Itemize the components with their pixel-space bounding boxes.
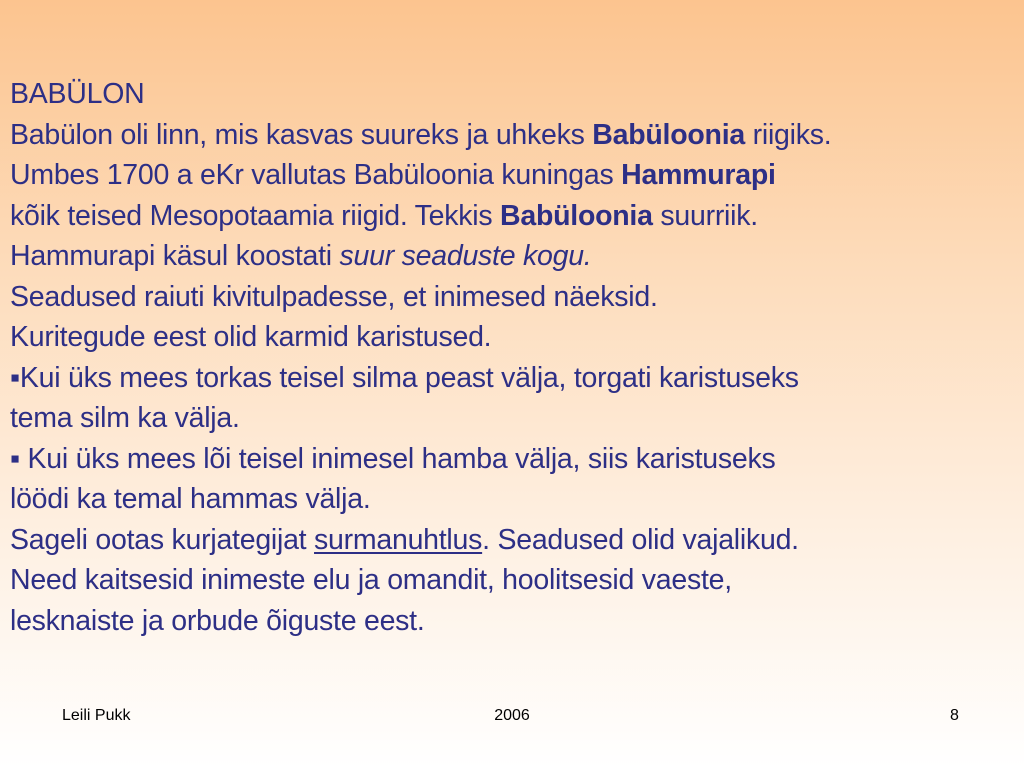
text-segment: . Seadused olid vajalikud. (482, 523, 799, 556)
text-line-8: Need kaitsesid inimeste elu ja omandit, hoolitsesid vaeste, (10, 564, 732, 596)
text-segment: Hammurapi käsul koostati (10, 240, 340, 272)
slide-body (10, 74, 1020, 641)
text-line-3 (10, 196, 1020, 237)
bullet-item-1-continuation: tema silm ka välja. (10, 402, 240, 434)
italic-term-law-code: suur seaduste kogu. (339, 240, 592, 272)
footer-year: 2006 (494, 707, 530, 724)
slide-title: BABÜLON (10, 78, 145, 110)
bold-term-hammurapi: Hammurapi (621, 159, 776, 191)
text-line-6: Kuritegude eest olid karmid karistused. (10, 321, 492, 353)
text-segment: Babülon oli linn, mis kasvas suureks ja uhkeks (10, 118, 593, 151)
text-segment: Sageli ootas kurjategijat (10, 523, 315, 556)
bold-term-babyloonia: Babüloonia (592, 118, 745, 151)
text-line-7 (10, 520, 1020, 561)
footer-author: Leili Pukk (62, 707, 131, 724)
text-line-5: Seadused raiuti kivitulpadesse, et inimesed näeksid. (10, 280, 658, 313)
bullet-icon: ▪ (10, 442, 20, 475)
text-segment: kõik teised Mesopotaamia riigid. Tekkis (10, 199, 501, 232)
text-segment: riigiks. (744, 118, 832, 151)
bullet-item-2-continuation: löödi ka temal hammas välja. (10, 483, 371, 515)
bold-term-babyloonia: Babüloonia (500, 199, 653, 232)
text-line-9: lesknaiste ja orbude õiguste eest. (10, 604, 425, 637)
bullet-icon: ▪ (10, 361, 20, 394)
bullet-text: Kui üks mees torkas teisel silma peast välja, torgati karistuseks (19, 361, 799, 394)
footer-page-number: 8 (950, 707, 959, 724)
text-segment: suurriik. (652, 199, 758, 232)
text-line-1 (10, 115, 1020, 156)
bullet-item-1 (10, 358, 1020, 399)
text-line-4 (10, 236, 1020, 277)
text-segment: Umbes 1700 a eKr vallutas Babüloonia kuningas (10, 159, 622, 191)
bullet-text: Kui üks mees lõi teisel inimesel hamba välja, siis karistuseks (19, 442, 776, 475)
text-line-2 (10, 155, 1020, 196)
bullet-item-2 (10, 439, 1020, 480)
underlined-term-death-penalty: surmanuhtlus (314, 523, 483, 556)
